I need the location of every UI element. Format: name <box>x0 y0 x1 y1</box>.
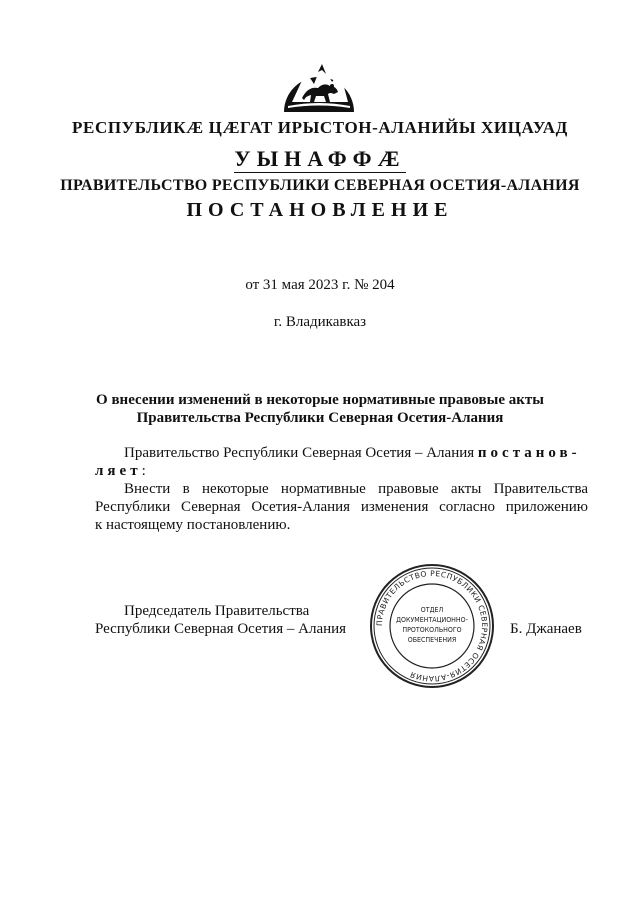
body-intro-continuation <box>95 463 146 480</box>
document-city: г. Владикавказ <box>273 314 367 330</box>
decree-word-part1: постанов- <box>477 445 581 461</box>
subject-line-1: О внесении изменений в некоторые нормативные правовые акты <box>96 392 544 408</box>
stamp-inner-line-2: ДОКУМЕНТАЦИОННО- <box>396 616 468 624</box>
stamp-inner-line-4: ОБЕСПЕЧЕНИЯ <box>407 636 457 644</box>
header-government-russian: ПРАВИТЕЛЬСТВО РЕСПУБЛИКИ СЕВЕРНАЯ ОСЕТИЯ-АЛАНИЯ <box>60 177 580 194</box>
decree-colon: : <box>141 463 146 479</box>
header-republic-ossetian: РЕСПУБЛИКӔ ЦӔГАТ ИРЫСТОН-АЛАНИЙЫ ХИЦАУАД <box>72 118 568 137</box>
subject-line-2: Правительства Республики Северная Осетия-Алания <box>136 410 504 426</box>
document-date-number: от 31 мая 2023 г. № 204 <box>245 277 395 293</box>
body-paragraph-line-1: Внести в некоторые нормативные правовые акты Правительства <box>124 481 588 497</box>
body-intro-text: Правительство Республики Северная Осетия – Алания <box>124 445 478 461</box>
header-decree-ossetian: УЫНАФФӔ <box>234 146 406 171</box>
coat-of-arms-emblem-icon <box>278 42 360 112</box>
document-type-title: ПОСТАНОВЛЕНИЕ <box>186 199 454 221</box>
signatory-name: Б. Джанаев <box>510 621 582 637</box>
body-paragraph-line-2: Республики Северная Осетия-Алания изменения согласно приложению <box>95 499 588 515</box>
stamp-inner-line-3: ПРОТОКОЛЬНОГО <box>402 626 462 634</box>
body-paragraph-line-3: к настоящему постановлению. <box>95 517 291 533</box>
body-intro <box>124 445 581 462</box>
signatory-title-line-2: Республики Северная Осетия – Алания <box>95 621 347 637</box>
stamp-outer-text: ПРАВИТЕЛЬСТВО РЕСПУБЛИКИ СЕВЕРНАЯ ОСЕТИЯ-АЛАНИЯ <box>374 568 490 684</box>
official-stamp-icon <box>368 562 496 690</box>
decree-word-part2: ляет <box>95 463 142 479</box>
signatory-title-line-1: Председатель Правительства <box>124 603 310 619</box>
stamp-inner-line-1: ОТДЕЛ <box>420 606 444 614</box>
